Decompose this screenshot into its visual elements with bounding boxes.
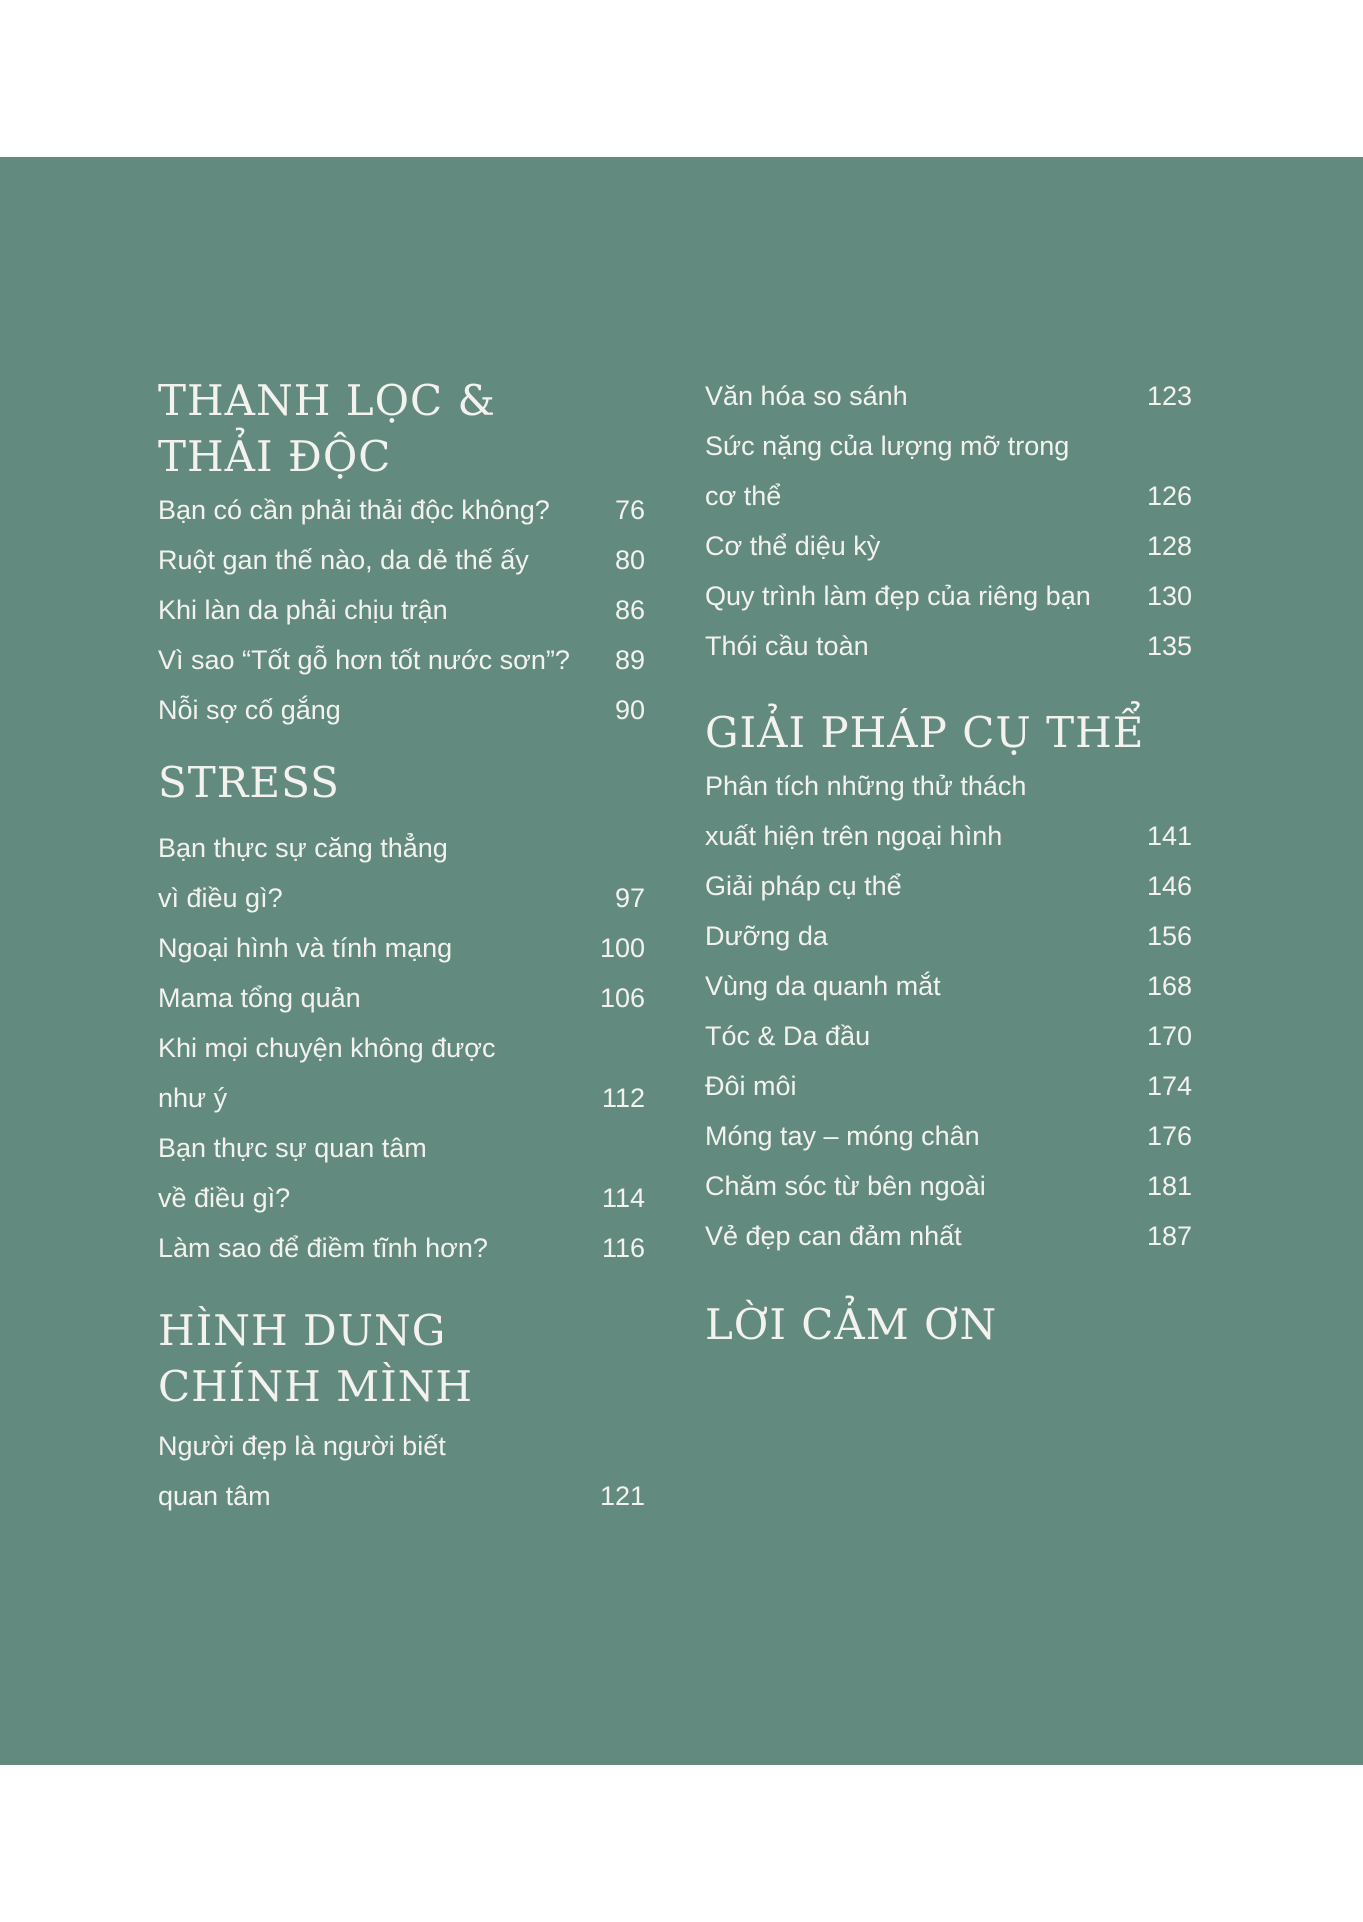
toc-entry[interactable]: [705, 961, 1192, 1011]
toc-entry-page: 80: [614, 545, 645, 575]
toc-entry-text: Vẻ đẹp can đảm nhất: [705, 1221, 962, 1251]
section-title-line: CHÍNH MÌNH: [158, 1362, 474, 1411]
toc-entry[interactable]: [158, 535, 645, 585]
toc-entry-page: 168: [1146, 971, 1192, 1001]
toc-entry-text: Dưỡng da: [705, 921, 828, 951]
toc-entry[interactable]: [158, 1223, 645, 1273]
toc-entry-page: 128: [1146, 531, 1192, 561]
spacer: [705, 1261, 1192, 1297]
toc-entry[interactable]: [158, 1023, 645, 1123]
toc-entry-text: vì điều gì?: [158, 883, 283, 913]
toc-entry-text: Đôi môi: [705, 1071, 797, 1101]
toc-entry[interactable]: [705, 1061, 1192, 1111]
toc-entry-page: 146: [1146, 871, 1192, 901]
toc-entry-page: 116: [601, 1233, 645, 1263]
toc-entry[interactable]: [705, 911, 1192, 961]
toc-entry-text: như ý: [158, 1083, 228, 1113]
section-title-hinh-dung: [158, 1303, 645, 1415]
toc-panel: [0, 157, 1363, 1765]
section-title-giai-phap: GIẢI PHÁP CỤ THỂ: [705, 708, 1145, 757]
spacer: [705, 671, 1192, 705]
section-title-thanh-loc: [158, 373, 645, 485]
toc-entry-page: 123: [1146, 381, 1192, 411]
toc-entry-page: 135: [1146, 631, 1192, 661]
toc-entry-text: Bạn thực sự căng thẳng: [158, 833, 448, 863]
toc-entry-page: 156: [1146, 921, 1192, 951]
toc-entry[interactable]: [158, 973, 645, 1023]
toc-entry[interactable]: [158, 1123, 645, 1223]
toc-entry-text: Tóc & Da đầu: [705, 1021, 871, 1051]
toc-entry[interactable]: [705, 621, 1192, 671]
spacer: [158, 1273, 645, 1303]
toc-entry-text: cơ thể: [705, 481, 782, 511]
toc-entry[interactable]: [705, 371, 1192, 421]
toc-entry[interactable]: [705, 861, 1192, 911]
toc-entry[interactable]: [705, 571, 1192, 621]
toc-entry-text: Quy trình làm đẹp của riêng bạn: [705, 581, 1091, 611]
toc-entry-text: Khi làn da phải chịu trận: [158, 595, 448, 625]
toc-entry-page: 97: [614, 883, 645, 913]
toc-entry[interactable]: [705, 761, 1192, 861]
toc-entry-text: Giải pháp cụ thể: [705, 871, 902, 901]
toc-entry-text: Bạn có cần phải thải độc không?: [158, 495, 550, 525]
toc-entry-text: Làm sao để điềm tĩnh hơn?: [158, 1233, 488, 1263]
section-title-loi-cam-on[interactable]: LỜI CẢM ƠN: [705, 1300, 998, 1349]
toc-entry[interactable]: [158, 923, 645, 973]
toc-entry-page: 90: [614, 695, 645, 725]
toc-right-column: [705, 371, 1192, 1353]
toc-entry-text: Vì sao “Tốt gỗ hơn tốt nước sơn”?: [158, 645, 570, 675]
toc-entry-page: 89: [614, 645, 645, 675]
spacer: [158, 735, 645, 755]
toc-entry-page: 170: [1146, 1021, 1192, 1051]
toc-entry-text: Bạn thực sự quan tâm: [158, 1133, 427, 1163]
toc-entry-text: Cơ thể diệu kỳ: [705, 531, 881, 561]
toc-entry-page: 100: [599, 933, 645, 963]
toc-entry-text: Ngoại hình và tính mạng: [158, 933, 453, 963]
toc-entry-page: 176: [1146, 1121, 1192, 1151]
toc-entry-text: quan tâm: [158, 1481, 271, 1511]
toc-entry-page: 114: [601, 1183, 645, 1213]
toc-entry[interactable]: [705, 521, 1192, 571]
toc-entry-text: Nỗi sợ cố gắng: [158, 695, 341, 725]
toc-entry-page: 106: [599, 983, 645, 1013]
toc-entry-page: 126: [1146, 481, 1192, 511]
toc-entry-text: Người đẹp là người biết: [158, 1431, 446, 1461]
spacer: [158, 811, 645, 823]
toc-entry[interactable]: [158, 1421, 645, 1521]
toc-entry-text: Phân tích những thử thách: [705, 771, 1027, 801]
section-title-line: THẢI ĐỘC: [158, 432, 392, 481]
toc-entry-page: 130: [1146, 581, 1192, 611]
section-title-stress: STRESS: [158, 758, 340, 807]
toc-entry[interactable]: [705, 421, 1192, 521]
toc-entry-page: 141: [1146, 821, 1192, 851]
toc-entry[interactable]: [158, 635, 645, 685]
toc-entry-text: về điều gì?: [158, 1183, 291, 1213]
toc-entry[interactable]: [705, 1211, 1192, 1261]
toc-entry-text: Chăm sóc từ bên ngoài: [705, 1171, 986, 1201]
toc-entry-page: 187: [1146, 1221, 1192, 1251]
toc-entry-page: 181: [1146, 1171, 1192, 1201]
toc-entry-page: 121: [599, 1481, 645, 1511]
toc-entry-text: Thói cầu toàn: [705, 631, 869, 661]
toc-entry[interactable]: [158, 585, 645, 635]
toc-entry-page: 86: [614, 595, 645, 625]
toc-entry-text: Mama tổng quản: [158, 983, 361, 1013]
toc-entry[interactable]: [158, 485, 645, 535]
toc-entry-page: 174: [1146, 1071, 1192, 1101]
toc-entry-text: Móng tay – móng chân: [705, 1121, 980, 1151]
toc-entry[interactable]: [705, 1111, 1192, 1161]
toc-entry-text: xuất hiện trên ngoại hình: [705, 821, 1003, 851]
toc-entry-page: 76: [614, 495, 645, 525]
toc-entry[interactable]: [705, 1161, 1192, 1211]
toc-entry[interactable]: [158, 823, 645, 923]
toc-entry[interactable]: [158, 685, 645, 735]
toc-entry-text: Sức nặng của lượng mỡ trong: [705, 431, 1070, 461]
toc-entry-text: Ruột gan thế nào, da dẻ thế ấy: [158, 545, 529, 575]
toc-entry-text: Khi mọi chuyện không được: [158, 1033, 496, 1063]
section-title-line: THANH LỌC &: [158, 376, 496, 425]
toc-entry-text: Vùng da quanh mắt: [705, 971, 941, 1001]
toc-entry-text: Văn hóa so sánh: [705, 381, 908, 411]
toc-entry[interactable]: [705, 1011, 1192, 1061]
section-title-line: HÌNH DUNG: [158, 1306, 447, 1355]
toc-left-column: [158, 373, 645, 1521]
toc-entry-page: 112: [601, 1083, 645, 1113]
